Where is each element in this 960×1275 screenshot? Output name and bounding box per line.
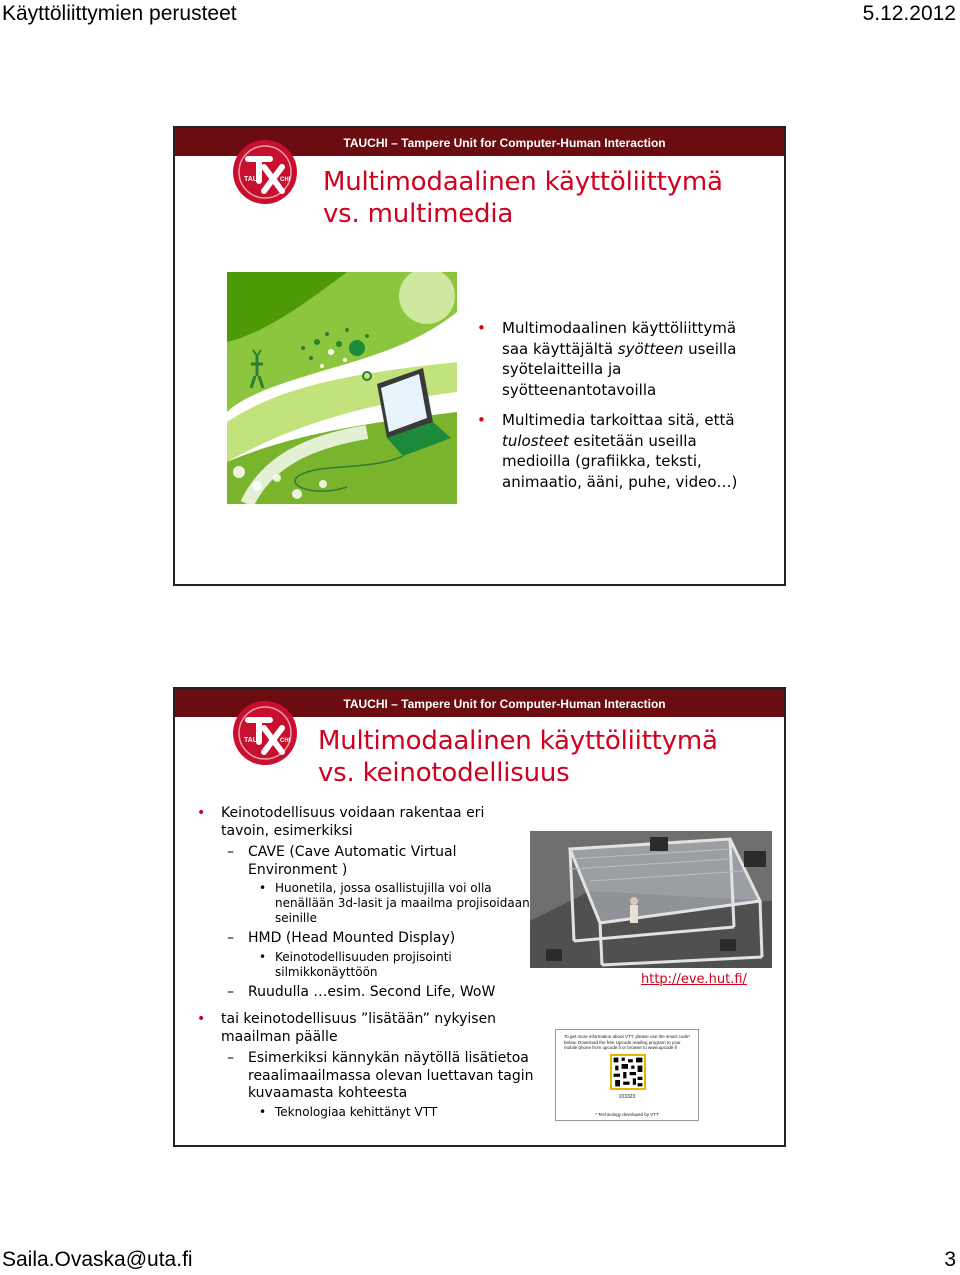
qr-card-text: To get more information about VTT, please use the smart code* below. Download the free Upcode reading program to your mobile phone from upcode.fi or browse to www.upcode.fi (564, 1034, 691, 1050)
page-header-date: 5.12.2012 (862, 2, 956, 25)
slide-title-line1: Multimodaalinen käyttöliittymä (323, 167, 723, 197)
tauchi-logo (230, 698, 300, 768)
eve-link[interactable]: http://eve.hut.fi/ (641, 972, 747, 987)
page-header-title: Käyttöliittymien perusteet (2, 2, 237, 25)
bullet-ways: • Keinotodellisuus voidaan rakentaa eri tavoin, esimerkiksi (195, 805, 535, 840)
slide-bullets (195, 803, 535, 1120)
bullet-multimedia: • Multimedia tarkoittaa sitä, että tulosteet esitetään useilla medioilla (grafiikka, teksti, animaatio, ääni, puhe, video…) (477, 410, 767, 492)
tauchi-logo (230, 137, 300, 207)
qr-id: 103323 (618, 1094, 636, 1100)
slide-title (318, 725, 718, 789)
svg-text:CHI: CHI (280, 738, 291, 744)
subbullet-screen: – Ruudulla …esim. Second Life, WoW (195, 984, 535, 1002)
subbullet-hmd: – HMD (Head Mounted Display) (195, 930, 535, 948)
subbullet-cave: – CAVE (Cave Automatic Virtual Environment ) (195, 844, 535, 879)
slide-bullets (477, 318, 767, 502)
slide-virtual-reality (173, 687, 786, 1147)
page-footer-email: Saila.Ovaska@uta.fi (2, 1248, 193, 1271)
slide-multimedia (173, 126, 786, 586)
qr-code-icon (610, 1054, 646, 1090)
subsubbullet-vtt: • Teknologiaa kehittänyt VTT (195, 1105, 535, 1120)
svg-text:TAU: TAU (244, 737, 258, 744)
svg-text:TAU: TAU (244, 176, 258, 183)
svg-text:CHI: CHI (280, 177, 291, 183)
multimedia-illustration (227, 272, 457, 504)
cave-image (530, 831, 772, 968)
bullet-augmented: • tai keinotodellisuus ”lisätään” nykyisen maailman päälle (195, 1011, 535, 1046)
subsubbullet-hmd-desc: • Keinotodellisuuden projisointi silmikkonäyttöön (195, 950, 535, 980)
qr-tag-card (555, 1029, 699, 1121)
slide-banner: TAUCHI – Tampere Unit for Computer-Human Interaction (175, 689, 784, 717)
bullet-multimodal: • Multimodaalinen käyttöliittymä saa käyttäjältä syötteen useilla syötelaitteilla ja syötteenantotavoilla (477, 318, 767, 400)
subbullet-phone: – Esimerkiksi kännykän näytöllä lisätietoa reaalimaailmassa olevan luettavan tagin kuvaamasta kohteesta (195, 1050, 535, 1103)
qr-note: * Technology developed by VTT (595, 1112, 659, 1117)
slide-title-line2: vs. keinotodellisuus (318, 758, 570, 788)
slide-title-line2: vs. multimedia (323, 199, 514, 229)
slide-title-line1: Multimodaalinen käyttöliittymä (318, 726, 718, 756)
subsubbullet-cave-desc: • Huonetila, jossa osallistujilla voi olla nenällään 3d-lasit ja maailma projisoidaan seinille (195, 881, 535, 926)
slide-title (323, 166, 723, 230)
page-number: 3 (944, 1248, 956, 1271)
slide-banner: TAUCHI – Tampere Unit for Computer-Human Interaction (175, 128, 784, 156)
